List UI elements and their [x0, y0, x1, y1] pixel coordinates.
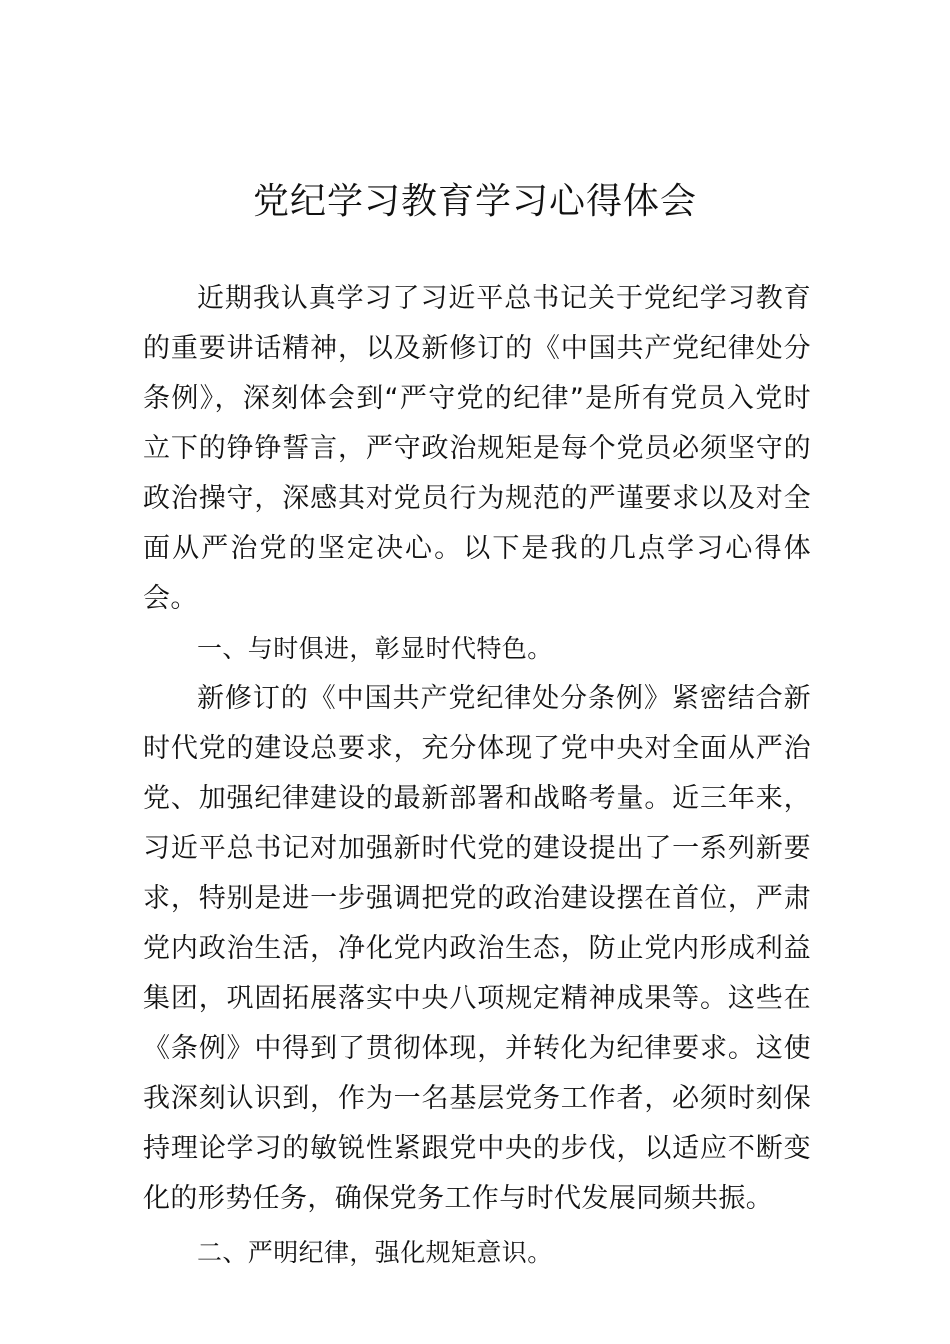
document-body — [143, 274, 811, 1278]
section-heading-1: 一、与时俱进，彰显时代特色。 — [197, 634, 553, 663]
document-title: 党纪学习教育学习心得体会 — [252, 181, 697, 222]
section-1-paragraph: 新修订的《中国共产党纪律处分条例》紧密结合新时代党的建设总要求，充分体现了党中央对全面从严治党、加强纪律建设的最新部署和战略考量。近三年来，习近平总书记对加强新时代党的建设提出了一系列新要求，特别是进一步强调把党的政治建设摆在首位，严肃党内政治生活，净化党内政治生态，防止党内形成利益集团，巩固拓展落实中央八项规定精神成果等。这些在《条例》中得到了贯彻体现，并转化为纪律要求。这使我深刻认识到，作为一名基层党务工作者，必须时刻保持理论学习的敏锐性紧跟党中央的步伐，以适应不断变化的形势任务，确保党务工作与时代发展同频共振。 — [143, 683, 811, 1214]
intro-paragraph: 近期我认真学习了习近平总书记关于党纪学习教育的重要讲话精神，以及新修订的《中国共产党纪律处分条例》，深刻体会到“严守党的纪律”是所有党员入党时立下的铮铮誓言，严守政治规矩是每个党员必须坚守的政治操守，深感其对党员行为规范的严谨要求以及对全面从严治党的坚定决心。以下是我的几点学习心得体会。 — [143, 283, 811, 614]
section-heading-2: 二、严明纪律，强化规矩意识。 — [197, 1238, 553, 1267]
